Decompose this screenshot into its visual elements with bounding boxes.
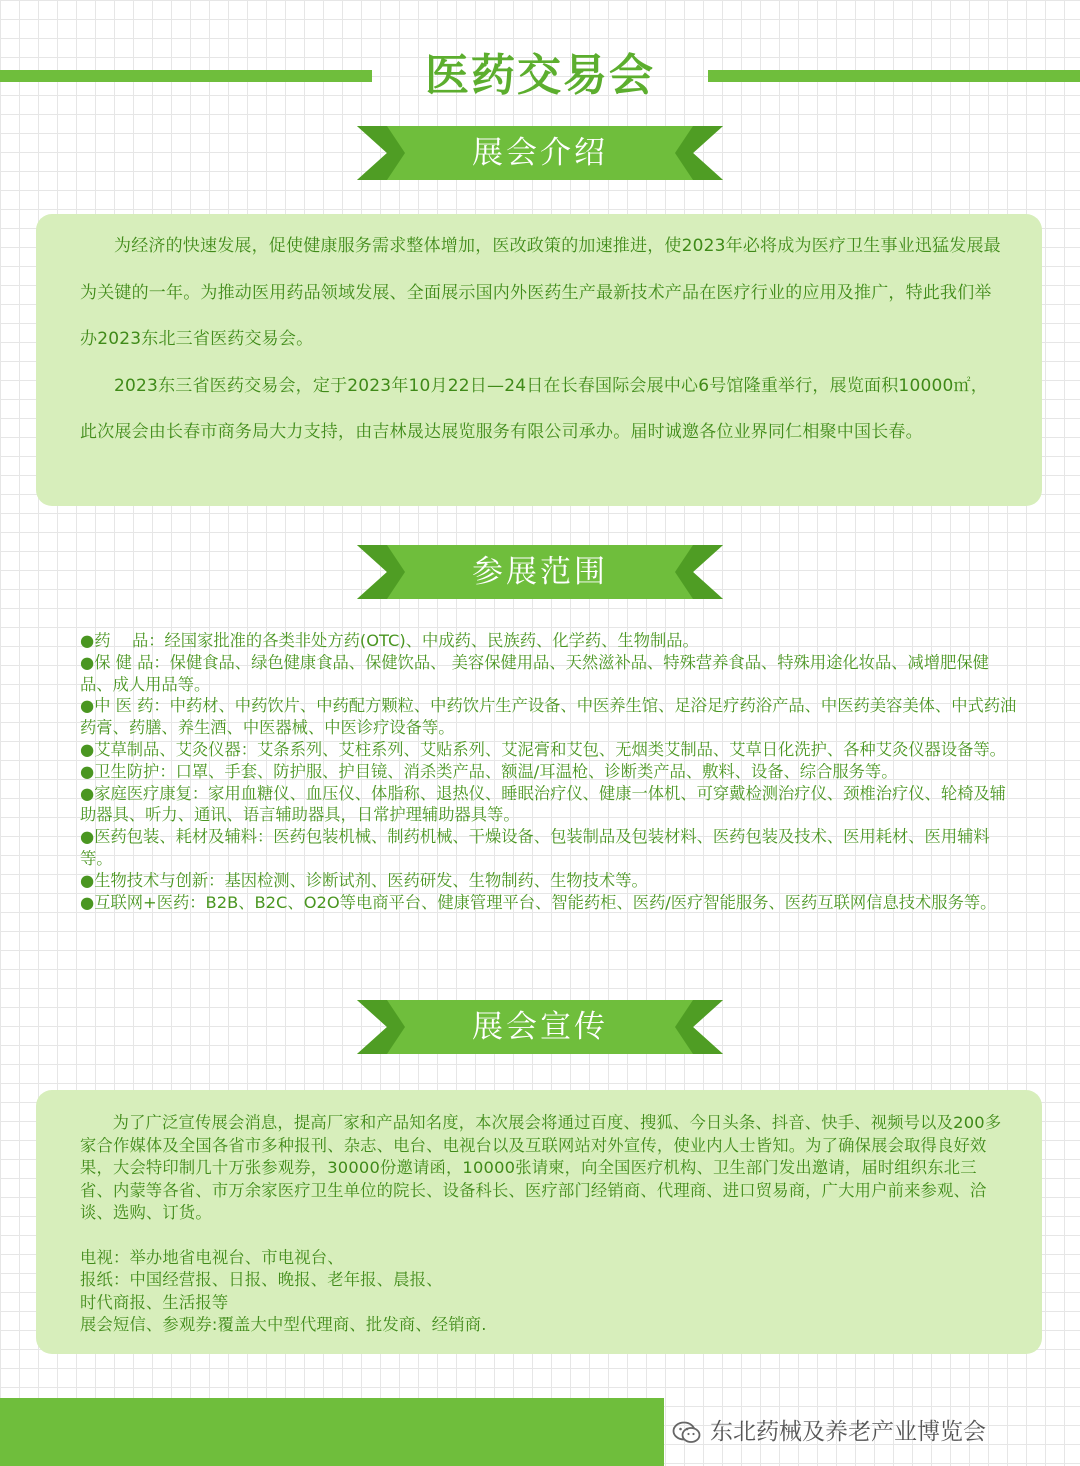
scope-list [80,630,1020,913]
scope-item-internet: ●互联网+医药：B2B、B2C、O2O等电商平台、健康管理平台、智能药柜、医药/医疗智能服务、医药互联网信息技术服务等。 [80,892,997,912]
watermark-text: 东北药械及养老产业博览会 [710,1419,986,1445]
promo-paragraph: 为了广泛宣传展会消息，提高厂家和产品知名度，本次展会将通过百度、搜狐、今日头条、抖音、快手、视频号以及200多家合作媒体及全国各省市多种报刊、杂志、电台、电视台以及互联网站对外宣传，使业内人士皆知。为了确保展会取得良好效果，大会特印制几十万张参观券，30000份邀请函，10000张请柬，向全国医疗机构、卫生部门发出邀请，届时组织东北三省、内蒙等各省、市万余家医疗卫生单位的院长、设备科长、医疗部门经销商、代理商、进口贸易商，广大用户前来参观、洽谈、选购、订货。 [80,1113,1002,1222]
intro-panel [36,214,1042,506]
promo-line-tv: 电视：举办地省电视台、市电视台、 [80,1247,344,1267]
scope-item-biotech: ●生物技术与创新：基因检测、诊断试剂、医药研发、生物制药、生物技术等。 [80,870,648,890]
intro-paragraph-2: 2023东三省医药交易会，定于2023年10月22日—24日在长春国际会展中心6号馆隆重举行，展览面积10000㎡，此次展会由长春市商务局大力支持，由吉林晟达展览服务有限公司承办。届时诚邀各位业界同仁相聚中国长春。 [80,375,988,442]
header-rule-left [0,70,372,82]
scope-item-health-products: ●保 健 品：保健食品、绿色健康食品、保健饮品、 美容保健用品、天然滋补品、特殊营养食品、特殊用途化妆品、减增肥保健品、成人用品等。 [80,652,989,694]
scope-item-protection: ●卫生防护：口罩、手套、防护服、护目镜、消杀类产品、额温/耳温枪、诊断类产品、敷料、设备、综合服务等。 [80,761,898,781]
promo-line-newspaper-cont: 时代商报、生活报等 [80,1292,229,1312]
section-title-scope: 参展范围 [472,554,608,590]
section-banner-intro [357,126,723,180]
intro-paragraph-1: 为经济的快速发展，促使健康服务需求整体增加，医改政策的加速推进，使2023年必将成为医疗卫生事业迅猛发展最为关键的一年。为推动医用药品领域发展、全面展示国内外医药生产最新技术产品在医疗行业的应用及推广，特此我们举办2023东北三省医药交易会。 [80,236,1001,349]
section-banner-promo [357,1000,723,1054]
section-banner-scope [357,545,723,599]
scope-item-packaging: ●医药包装、耗材及辅料：医药包装机械、制药机械、干燥设备、包装制品及包装材料、医药包装及技术、医用耗材、医用辅料等。 [80,827,990,868]
promo-line-sms: 展会短信、参观券:覆盖大中型代理商、批发商、经销商. [80,1315,487,1334]
footer-bar [0,1398,664,1466]
scope-item-moxa: ●艾草制品、艾灸仪器：艾条系列、艾柱系列、艾贴系列、艾泥膏和艾包、无烟类艾制品、艾草日化洗护、各种艾灸仪器设备等。 [80,739,1006,759]
section-title-intro: 展会介绍 [472,135,608,171]
page-title: 医药交易会 [425,50,655,101]
wechat-icon [672,1420,702,1446]
promo-line-newspaper: 报纸：中国经营报、日报、晚报、老年报、晨报、 [80,1270,443,1289]
scope-item-drugs: ●药 品：经国家批准的各类非处方药(OTC)、中成药、民族药、化学药、生物制品。 [80,631,699,650]
footer-watermark [672,1414,986,1450]
promo-panel [36,1090,1042,1354]
scope-item-home-care: ●家庭医疗康复：家用血糖仪、血压仪、体脂称、退热仪、睡眠治疗仪、健康一体机、可穿戴检测治疗仪、颈椎治疗仪、轮椅及辅助器具、听力、通讯、语言辅助器具，日常护理辅助器具等。 [80,783,1006,825]
section-title-promo: 展会宣传 [472,1009,608,1045]
header-rule-right [708,70,1080,82]
scope-item-tcm: ●中 医 药：中药材、中药饮片、中药配方颗粒、中药饮片生产设备、中医养生馆、足浴足疗药浴产品、中医药美容美体、中式药油药膏、药膳、养生酒、中医器械、中医诊疗设备等。 [80,696,1017,738]
